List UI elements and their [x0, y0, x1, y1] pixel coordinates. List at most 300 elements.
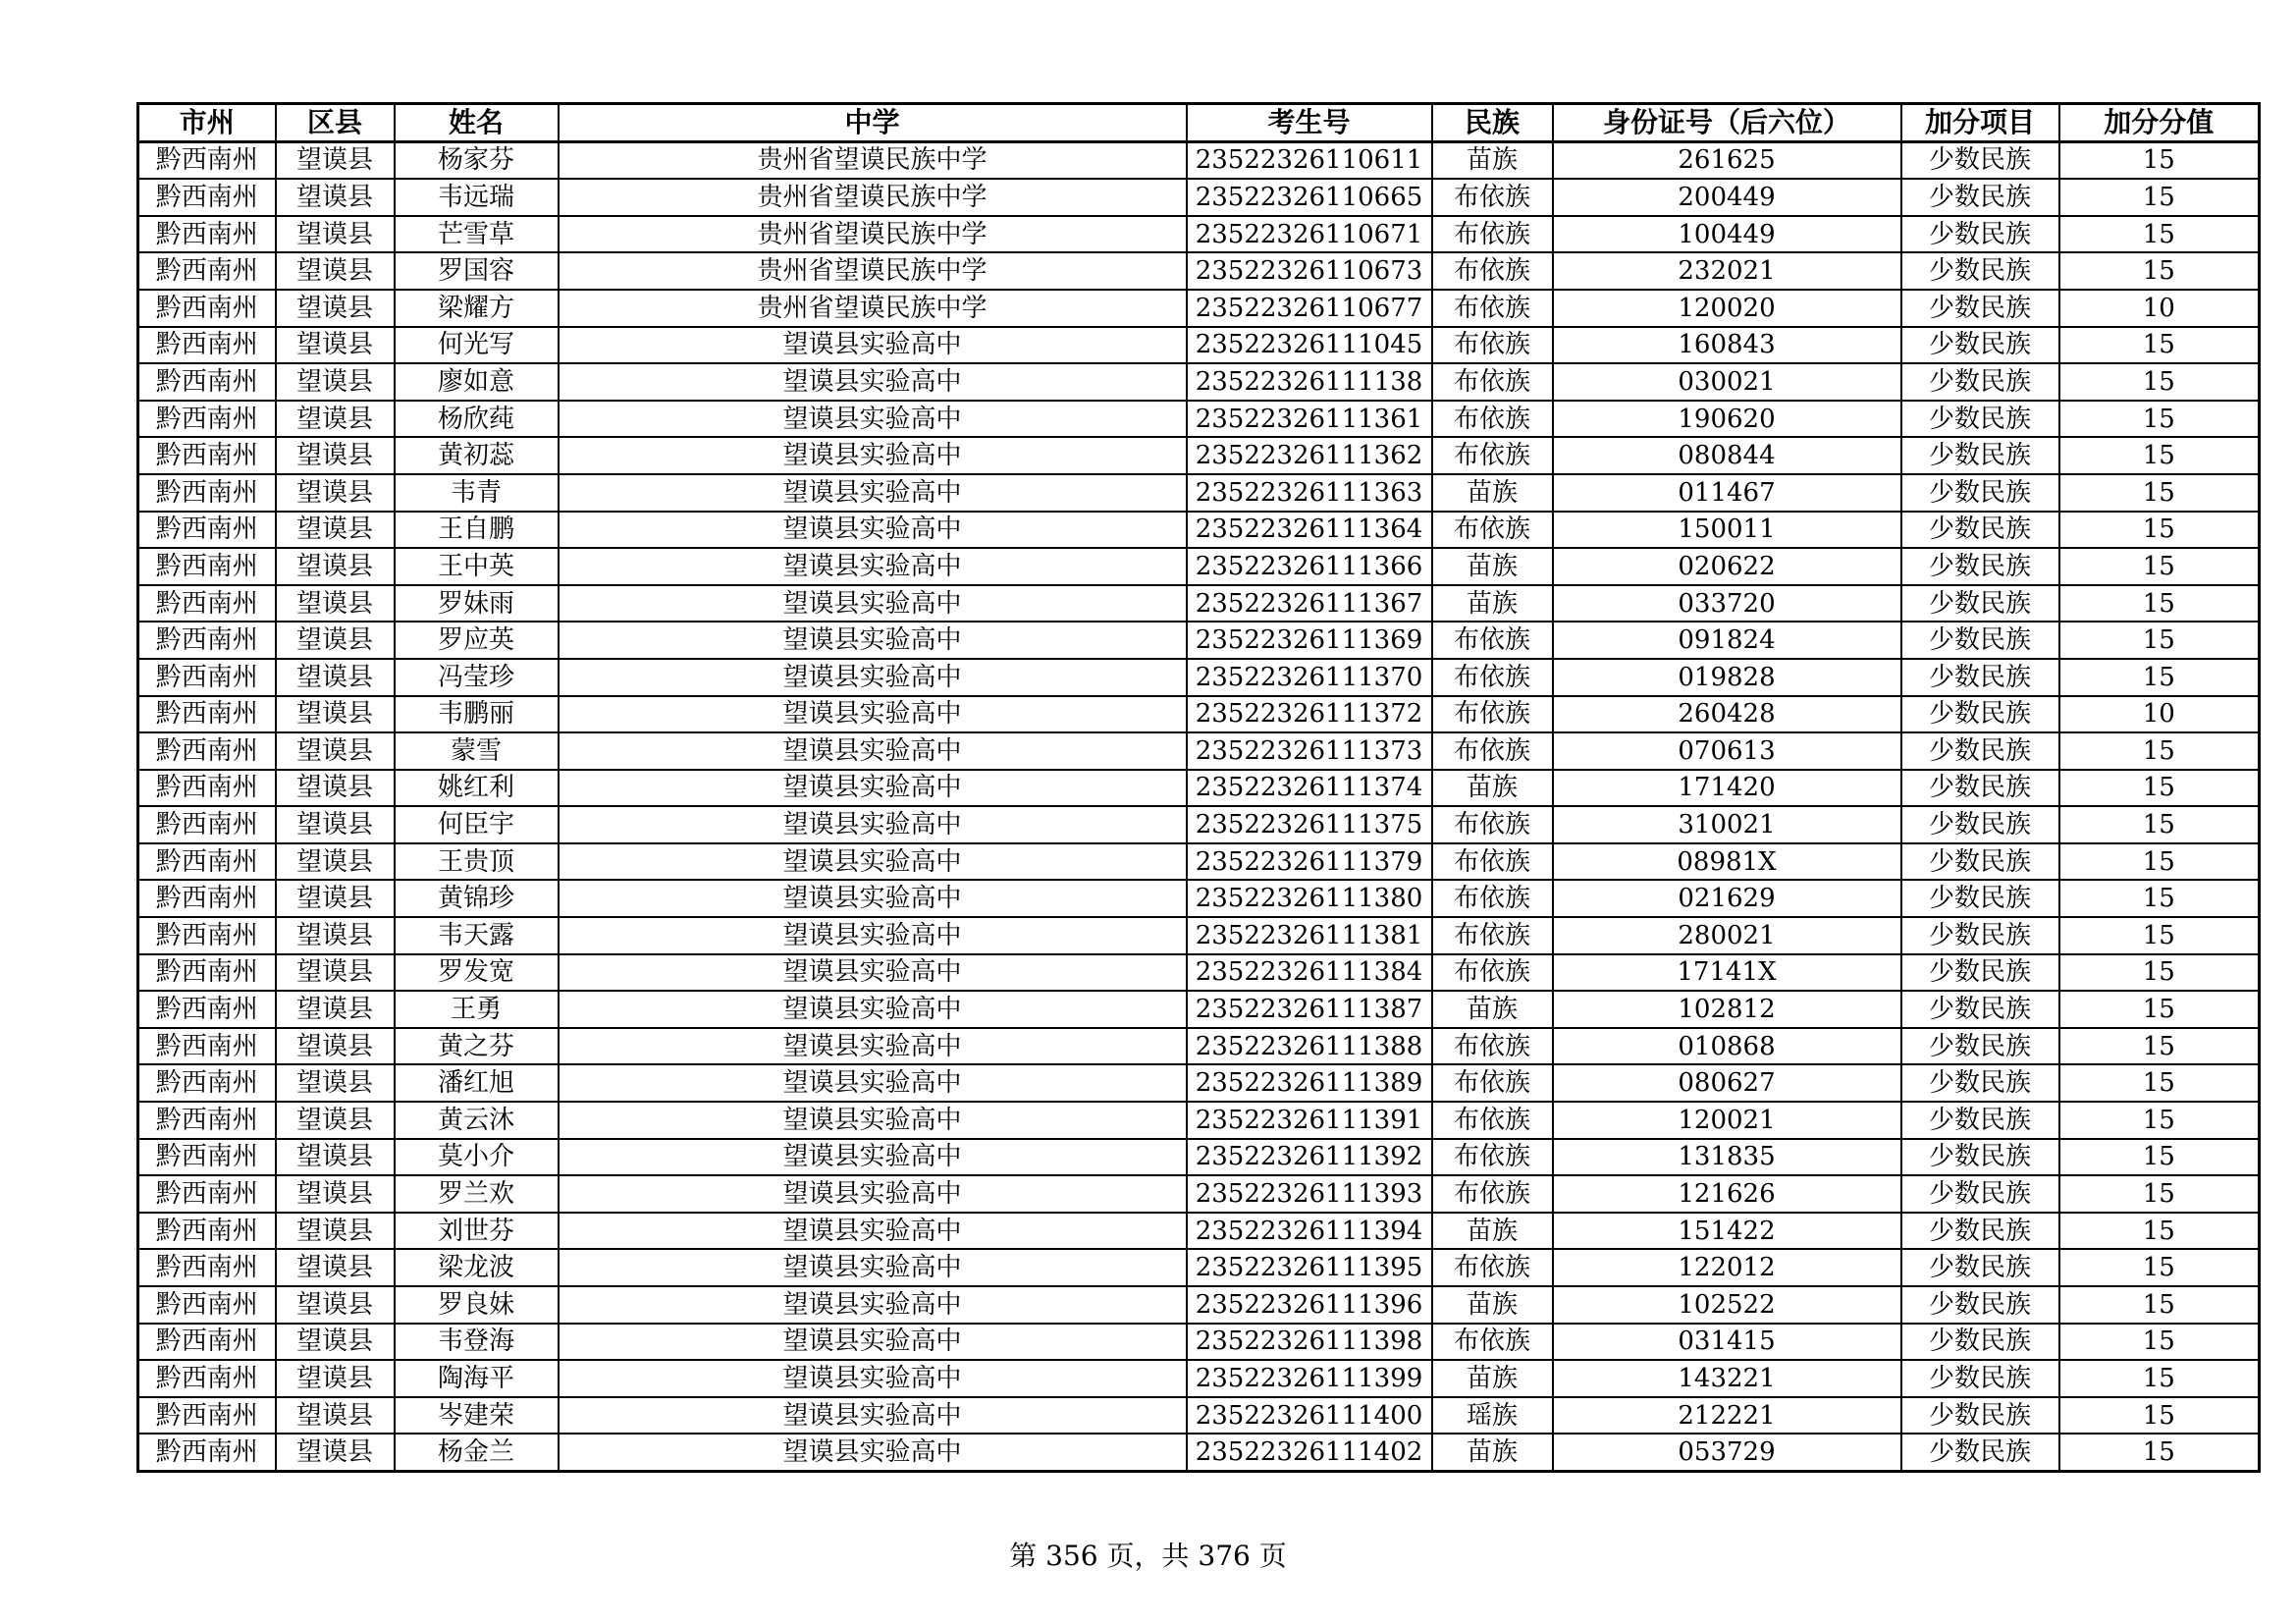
table-row: [138, 1249, 2260, 1286]
cell-name: 罗兰欢: [395, 1175, 559, 1213]
cell-exam-number: 23522326111398: [1187, 1324, 1432, 1361]
cell-bonus-points: 15: [2059, 806, 2260, 843]
cell-name: 黄云沐: [395, 1102, 559, 1139]
cell-bonus-points: 15: [2059, 770, 2260, 807]
cell-school: 望谟县实验高中: [559, 1249, 1187, 1286]
cell-bonus-points: 15: [2059, 1249, 2260, 1286]
cell-bonus-points: 15: [2059, 1175, 2260, 1213]
cell-bonus-item: 少数民族: [1901, 917, 2059, 954]
cell-city: 黔西南州: [138, 659, 276, 696]
cell-bonus-points: 15: [2059, 1102, 2260, 1139]
cell-name: 杨金兰: [395, 1434, 559, 1471]
cell-bonus-item: 少数民族: [1901, 1324, 2059, 1361]
cell-bonus-item: 少数民族: [1901, 659, 2059, 696]
table-row: [138, 991, 2260, 1028]
cell-bonus-points: 15: [2059, 474, 2260, 512]
cell-bonus-item: 少数民族: [1901, 880, 2059, 917]
table-row: [138, 548, 2260, 585]
cell-exam-number: 23522326111388: [1187, 1028, 1432, 1065]
cell-name: 梁龙波: [395, 1249, 559, 1286]
cell-city: 黔西南州: [138, 880, 276, 917]
cell-city: 黔西南州: [138, 141, 276, 179]
cell-id-last-six: 053729: [1553, 1434, 1901, 1471]
header-exam-number: 考生号: [1187, 104, 1432, 142]
table-row: [138, 1397, 2260, 1435]
cell-school: 望谟县实验高中: [559, 401, 1187, 438]
cell-exam-number: 23522326110611: [1187, 141, 1432, 179]
cell-bonus-points: 15: [2059, 401, 2260, 438]
table-row: [138, 770, 2260, 807]
cell-exam-number: 23522326111375: [1187, 806, 1432, 843]
cell-name: 蒙雪: [395, 732, 559, 770]
cell-county: 望谟县: [276, 622, 395, 659]
cell-name: 岑建荣: [395, 1397, 559, 1435]
cell-id-last-six: 102522: [1553, 1286, 1901, 1324]
table-row: [138, 401, 2260, 438]
cell-bonus-item: 少数民族: [1901, 401, 2059, 438]
cell-county: 望谟县: [276, 548, 395, 585]
cell-school: 望谟县实验高中: [559, 548, 1187, 585]
cell-bonus-item: 少数民族: [1901, 1213, 2059, 1250]
cell-county: 望谟县: [276, 1286, 395, 1324]
cell-ethnicity: 苗族: [1432, 1286, 1553, 1324]
cell-county: 望谟县: [276, 806, 395, 843]
cell-id-last-six: 150011: [1553, 512, 1901, 549]
cell-ethnicity: 苗族: [1432, 474, 1553, 512]
cell-city: 黔西南州: [138, 954, 276, 992]
cell-id-last-six: 091824: [1553, 622, 1901, 659]
cell-name: 王贵顶: [395, 843, 559, 881]
cell-city: 黔西南州: [138, 216, 276, 253]
cell-school: 贵州省望谟民族中学: [559, 252, 1187, 290]
cell-ethnicity: 布依族: [1432, 880, 1553, 917]
cell-exam-number: 23522326111363: [1187, 474, 1432, 512]
cell-name: 黄初蕊: [395, 437, 559, 474]
cell-ethnicity: 布依族: [1432, 1249, 1553, 1286]
cell-city: 黔西南州: [138, 1064, 276, 1102]
cell-county: 望谟县: [276, 512, 395, 549]
cell-city: 黔西南州: [138, 1434, 276, 1471]
header-id-last-six: 身份证号（后六位）: [1553, 104, 1901, 142]
cell-school: 望谟县实验高中: [559, 474, 1187, 512]
cell-school: 望谟县实验高中: [559, 1028, 1187, 1065]
header-city: 市州: [138, 104, 276, 142]
cell-bonus-points: 10: [2059, 696, 2260, 733]
cell-city: 黔西南州: [138, 363, 276, 401]
cell-city: 黔西南州: [138, 1213, 276, 1250]
cell-county: 望谟县: [276, 1064, 395, 1102]
cell-city: 黔西南州: [138, 252, 276, 290]
cell-bonus-points: 15: [2059, 363, 2260, 401]
cell-ethnicity: 布依族: [1432, 843, 1553, 881]
cell-school: 望谟县实验高中: [559, 1397, 1187, 1435]
cell-bonus-item: 少数民族: [1901, 991, 2059, 1028]
cell-city: 黔西南州: [138, 1286, 276, 1324]
cell-id-last-six: 031415: [1553, 1324, 1901, 1361]
cell-county: 望谟县: [276, 880, 395, 917]
cell-id-last-six: 131835: [1553, 1139, 1901, 1176]
cell-bonus-points: 15: [2059, 1286, 2260, 1324]
table-row: [138, 732, 2260, 770]
cell-school: 望谟县实验高中: [559, 1175, 1187, 1213]
cell-ethnicity: 苗族: [1432, 141, 1553, 179]
cell-name: 黄之芬: [395, 1028, 559, 1065]
cell-bonus-points: 15: [2059, 1064, 2260, 1102]
cell-city: 黔西南州: [138, 1324, 276, 1361]
cell-exam-number: 23522326111379: [1187, 843, 1432, 881]
cell-name: 罗国容: [395, 252, 559, 290]
cell-bonus-item: 少数民族: [1901, 437, 2059, 474]
cell-ethnicity: 苗族: [1432, 1434, 1553, 1471]
cell-exam-number: 23522326111372: [1187, 696, 1432, 733]
cell-bonus-item: 少数民族: [1901, 363, 2059, 401]
cell-id-last-six: 102812: [1553, 991, 1901, 1028]
cell-city: 黔西南州: [138, 1249, 276, 1286]
cell-bonus-points: 15: [2059, 548, 2260, 585]
cell-ethnicity: 布依族: [1432, 179, 1553, 216]
cell-county: 望谟县: [276, 1434, 395, 1471]
cell-ethnicity: 布依族: [1432, 732, 1553, 770]
cell-name: 韦远瑞: [395, 179, 559, 216]
cell-city: 黔西南州: [138, 179, 276, 216]
cell-school: 贵州省望谟民族中学: [559, 290, 1187, 327]
table-row: [138, 1434, 2260, 1471]
table-row: [138, 1360, 2260, 1397]
table-row: [138, 917, 2260, 954]
cell-city: 黔西南州: [138, 512, 276, 549]
cell-ethnicity: 布依族: [1432, 1139, 1553, 1176]
table-row: [138, 327, 2260, 364]
table-row: [138, 585, 2260, 623]
cell-county: 望谟县: [276, 1324, 395, 1361]
cell-county: 望谟县: [276, 1028, 395, 1065]
cell-name: 何光写: [395, 327, 559, 364]
cell-bonus-item: 少数民族: [1901, 770, 2059, 807]
cell-name: 陶海平: [395, 1360, 559, 1397]
cell-school: 贵州省望谟民族中学: [559, 216, 1187, 253]
cell-county: 望谟县: [276, 1175, 395, 1213]
cell-school: 望谟县实验高中: [559, 659, 1187, 696]
cell-id-last-six: 280021: [1553, 917, 1901, 954]
cell-id-last-six: 120021: [1553, 1102, 1901, 1139]
cell-ethnicity: 布依族: [1432, 401, 1553, 438]
cell-bonus-item: 少数民族: [1901, 327, 2059, 364]
table-row: [138, 216, 2260, 253]
cell-bonus-item: 少数民族: [1901, 954, 2059, 992]
cell-school: 望谟县实验高中: [559, 1102, 1187, 1139]
cell-city: 黔西南州: [138, 806, 276, 843]
cell-bonus-points: 15: [2059, 1360, 2260, 1397]
cell-exam-number: 23522326111389: [1187, 1064, 1432, 1102]
cell-county: 望谟县: [276, 1249, 395, 1286]
table-row: [138, 1213, 2260, 1250]
cell-school: 望谟县实验高中: [559, 1213, 1187, 1250]
cell-exam-number: 23522326111400: [1187, 1397, 1432, 1435]
table-row: [138, 290, 2260, 327]
cell-id-last-six: 310021: [1553, 806, 1901, 843]
cell-exam-number: 23522326111373: [1187, 732, 1432, 770]
cell-bonus-points: 15: [2059, 732, 2260, 770]
cell-ethnicity: 布依族: [1432, 1064, 1553, 1102]
table-row: [138, 659, 2260, 696]
cell-county: 望谟县: [276, 1397, 395, 1435]
cell-ethnicity: 苗族: [1432, 548, 1553, 585]
cell-bonus-points: 15: [2059, 991, 2260, 1028]
cell-name: 罗良妹: [395, 1286, 559, 1324]
cell-county: 望谟县: [276, 917, 395, 954]
header-county: 区县: [276, 104, 395, 142]
cell-county: 望谟县: [276, 216, 395, 253]
cell-id-last-six: 020622: [1553, 548, 1901, 585]
cell-exam-number: 23522326111396: [1187, 1286, 1432, 1324]
cell-bonus-points: 15: [2059, 917, 2260, 954]
cell-county: 望谟县: [276, 252, 395, 290]
table-row: [138, 696, 2260, 733]
cell-name: 王勇: [395, 991, 559, 1028]
cell-exam-number: 23522326111395: [1187, 1249, 1432, 1286]
cell-ethnicity: 布依族: [1432, 1028, 1553, 1065]
table-row: [138, 1175, 2260, 1213]
cell-county: 望谟县: [276, 437, 395, 474]
cell-school: 望谟县实验高中: [559, 1064, 1187, 1102]
header-bonus-points: 加分分值: [2059, 104, 2260, 142]
cell-ethnicity: 布依族: [1432, 696, 1553, 733]
cell-bonus-points: 15: [2059, 1213, 2260, 1250]
cell-id-last-six: 171420: [1553, 770, 1901, 807]
table-row: [138, 1064, 2260, 1102]
table-row: [138, 1102, 2260, 1139]
cell-id-last-six: 070613: [1553, 732, 1901, 770]
cell-name: 罗妹雨: [395, 585, 559, 623]
cell-city: 黔西南州: [138, 622, 276, 659]
table-row: [138, 363, 2260, 401]
cell-ethnicity: 布依族: [1432, 1102, 1553, 1139]
table-row: [138, 252, 2260, 290]
cell-id-last-six: 080627: [1553, 1064, 1901, 1102]
cell-bonus-points: 15: [2059, 179, 2260, 216]
cell-bonus-item: 少数民族: [1901, 732, 2059, 770]
cell-name: 杨欣莼: [395, 401, 559, 438]
cell-school: 望谟县实验高中: [559, 437, 1187, 474]
cell-ethnicity: 布依族: [1432, 290, 1553, 327]
cell-bonus-points: 15: [2059, 252, 2260, 290]
cell-ethnicity: 布依族: [1432, 1324, 1553, 1361]
cell-school: 望谟县实验高中: [559, 880, 1187, 917]
cell-id-last-six: 080844: [1553, 437, 1901, 474]
cell-exam-number: 23522326110665: [1187, 179, 1432, 216]
cell-city: 黔西南州: [138, 1102, 276, 1139]
table-row: [138, 1324, 2260, 1361]
cell-bonus-item: 少数民族: [1901, 1064, 2059, 1102]
cell-city: 黔西南州: [138, 917, 276, 954]
cell-city: 黔西南州: [138, 548, 276, 585]
cell-bonus-item: 少数民族: [1901, 1249, 2059, 1286]
cell-ethnicity: 布依族: [1432, 216, 1553, 253]
cell-bonus-item: 少数民族: [1901, 290, 2059, 327]
cell-school: 望谟县实验高中: [559, 991, 1187, 1028]
cell-county: 望谟县: [276, 141, 395, 179]
cell-name: 杨家芬: [395, 141, 559, 179]
cell-city: 黔西南州: [138, 991, 276, 1028]
cell-city: 黔西南州: [138, 843, 276, 881]
cell-exam-number: 23522326111362: [1187, 437, 1432, 474]
cell-name: 梁耀方: [395, 290, 559, 327]
cell-id-last-six: 212221: [1553, 1397, 1901, 1435]
cell-city: 黔西南州: [138, 585, 276, 623]
score-bonus-table: [136, 102, 2261, 1473]
cell-bonus-points: 15: [2059, 512, 2260, 549]
cell-name: 王中英: [395, 548, 559, 585]
cell-city: 黔西南州: [138, 770, 276, 807]
cell-school: 望谟县实验高中: [559, 1139, 1187, 1176]
cell-exam-number: 23522326111380: [1187, 880, 1432, 917]
table-row: [138, 474, 2260, 512]
cell-bonus-item: 少数民族: [1901, 548, 2059, 585]
cell-bonus-points: 15: [2059, 843, 2260, 881]
cell-ethnicity: 苗族: [1432, 991, 1553, 1028]
cell-exam-number: 23522326110671: [1187, 216, 1432, 253]
cell-bonus-points: 15: [2059, 1028, 2260, 1065]
cell-name: 潘红旭: [395, 1064, 559, 1102]
cell-id-last-six: 160843: [1553, 327, 1901, 364]
cell-city: 黔西南州: [138, 327, 276, 364]
cell-id-last-six: 021629: [1553, 880, 1901, 917]
cell-exam-number: 23522326111366: [1187, 548, 1432, 585]
cell-city: 黔西南州: [138, 1139, 276, 1176]
cell-school: 望谟县实验高中: [559, 1434, 1187, 1471]
cell-exam-number: 23522326111394: [1187, 1213, 1432, 1250]
cell-bonus-item: 少数民族: [1901, 1360, 2059, 1397]
cell-exam-number: 23522326111392: [1187, 1139, 1432, 1176]
cell-county: 望谟县: [276, 327, 395, 364]
cell-bonus-item: 少数民族: [1901, 1139, 2059, 1176]
cell-school: 望谟县实验高中: [559, 806, 1187, 843]
cell-county: 望谟县: [276, 954, 395, 992]
cell-name: 韦天露: [395, 917, 559, 954]
cell-school: 望谟县实验高中: [559, 622, 1187, 659]
header-ethnicity: 民族: [1432, 104, 1553, 142]
cell-school: 望谟县实验高中: [559, 327, 1187, 364]
cell-ethnicity: 布依族: [1432, 622, 1553, 659]
cell-exam-number: 23522326111369: [1187, 622, 1432, 659]
cell-id-last-six: 151422: [1553, 1213, 1901, 1250]
cell-exam-number: 23522326111381: [1187, 917, 1432, 954]
cell-city: 黔西南州: [138, 474, 276, 512]
cell-name: 刘世芬: [395, 1213, 559, 1250]
cell-city: 黔西南州: [138, 437, 276, 474]
cell-bonus-points: 15: [2059, 585, 2260, 623]
cell-school: 望谟县实验高中: [559, 954, 1187, 992]
cell-county: 望谟县: [276, 659, 395, 696]
cell-county: 望谟县: [276, 991, 395, 1028]
cell-ethnicity: 布依族: [1432, 327, 1553, 364]
cell-name: 莫小介: [395, 1139, 559, 1176]
table-row: [138, 437, 2260, 474]
cell-city: 黔西南州: [138, 696, 276, 733]
cell-id-last-six: 143221: [1553, 1360, 1901, 1397]
cell-county: 望谟县: [276, 179, 395, 216]
table-row: [138, 1139, 2260, 1176]
cell-county: 望谟县: [276, 1360, 395, 1397]
cell-name: 罗应英: [395, 622, 559, 659]
cell-name: 廖如意: [395, 363, 559, 401]
cell-school: 望谟县实验高中: [559, 1286, 1187, 1324]
cell-county: 望谟县: [276, 770, 395, 807]
cell-bonus-item: 少数民族: [1901, 141, 2059, 179]
cell-school: 望谟县实验高中: [559, 770, 1187, 807]
cell-exam-number: 23522326111364: [1187, 512, 1432, 549]
header-school: 中学: [559, 104, 1187, 142]
table-row: [138, 141, 2260, 179]
cell-id-last-six: 261625: [1553, 141, 1901, 179]
cell-id-last-six: 030021: [1553, 363, 1901, 401]
cell-city: 黔西南州: [138, 732, 276, 770]
cell-id-last-six: 260428: [1553, 696, 1901, 733]
table-header-row: [138, 104, 2260, 142]
cell-county: 望谟县: [276, 585, 395, 623]
cell-exam-number: 23522326111367: [1187, 585, 1432, 623]
cell-school: 望谟县实验高中: [559, 585, 1187, 623]
cell-name: 冯莹珍: [395, 659, 559, 696]
cell-id-last-six: 100449: [1553, 216, 1901, 253]
cell-county: 望谟县: [276, 1139, 395, 1176]
cell-exam-number: 23522326111387: [1187, 991, 1432, 1028]
cell-ethnicity: 布依族: [1432, 806, 1553, 843]
cell-id-last-six: 17141X: [1553, 954, 1901, 992]
cell-bonus-item: 少数民族: [1901, 843, 2059, 881]
cell-ethnicity: 苗族: [1432, 585, 1553, 623]
cell-ethnicity: 苗族: [1432, 770, 1553, 807]
cell-school: 望谟县实验高中: [559, 696, 1187, 733]
table-row: [138, 843, 2260, 881]
cell-county: 望谟县: [276, 290, 395, 327]
cell-id-last-six: 019828: [1553, 659, 1901, 696]
cell-city: 黔西南州: [138, 1397, 276, 1435]
table-row: [138, 1286, 2260, 1324]
cell-id-last-six: 011467: [1553, 474, 1901, 512]
cell-id-last-six: 120020: [1553, 290, 1901, 327]
cell-bonus-item: 少数民族: [1901, 1028, 2059, 1065]
table-row: [138, 622, 2260, 659]
cell-ethnicity: 苗族: [1432, 1213, 1553, 1250]
cell-bonus-item: 少数民族: [1901, 696, 2059, 733]
cell-exam-number: 23522326111361: [1187, 401, 1432, 438]
table-row: [138, 512, 2260, 549]
cell-exam-number: 23522326111384: [1187, 954, 1432, 992]
cell-name: 何臣宇: [395, 806, 559, 843]
cell-bonus-points: 15: [2059, 1434, 2260, 1471]
cell-bonus-points: 15: [2059, 1139, 2260, 1176]
cell-bonus-item: 少数民族: [1901, 1397, 2059, 1435]
cell-ethnicity: 苗族: [1432, 1360, 1553, 1397]
cell-school: 贵州省望谟民族中学: [559, 179, 1187, 216]
cell-exam-number: 23522326111399: [1187, 1360, 1432, 1397]
cell-bonus-item: 少数民族: [1901, 585, 2059, 623]
cell-bonus-points: 15: [2059, 1324, 2260, 1361]
cell-bonus-points: 15: [2059, 622, 2260, 659]
cell-bonus-item: 少数民族: [1901, 252, 2059, 290]
cell-exam-number: 23522326110673: [1187, 252, 1432, 290]
cell-county: 望谟县: [276, 401, 395, 438]
cell-bonus-points: 10: [2059, 290, 2260, 327]
cell-id-last-six: 033720: [1553, 585, 1901, 623]
cell-exam-number: 23522326111138: [1187, 363, 1432, 401]
cell-school: 望谟县实验高中: [559, 917, 1187, 954]
cell-name: 罗发宽: [395, 954, 559, 992]
cell-city: 黔西南州: [138, 401, 276, 438]
cell-ethnicity: 布依族: [1432, 917, 1553, 954]
cell-ethnicity: 布依族: [1432, 659, 1553, 696]
